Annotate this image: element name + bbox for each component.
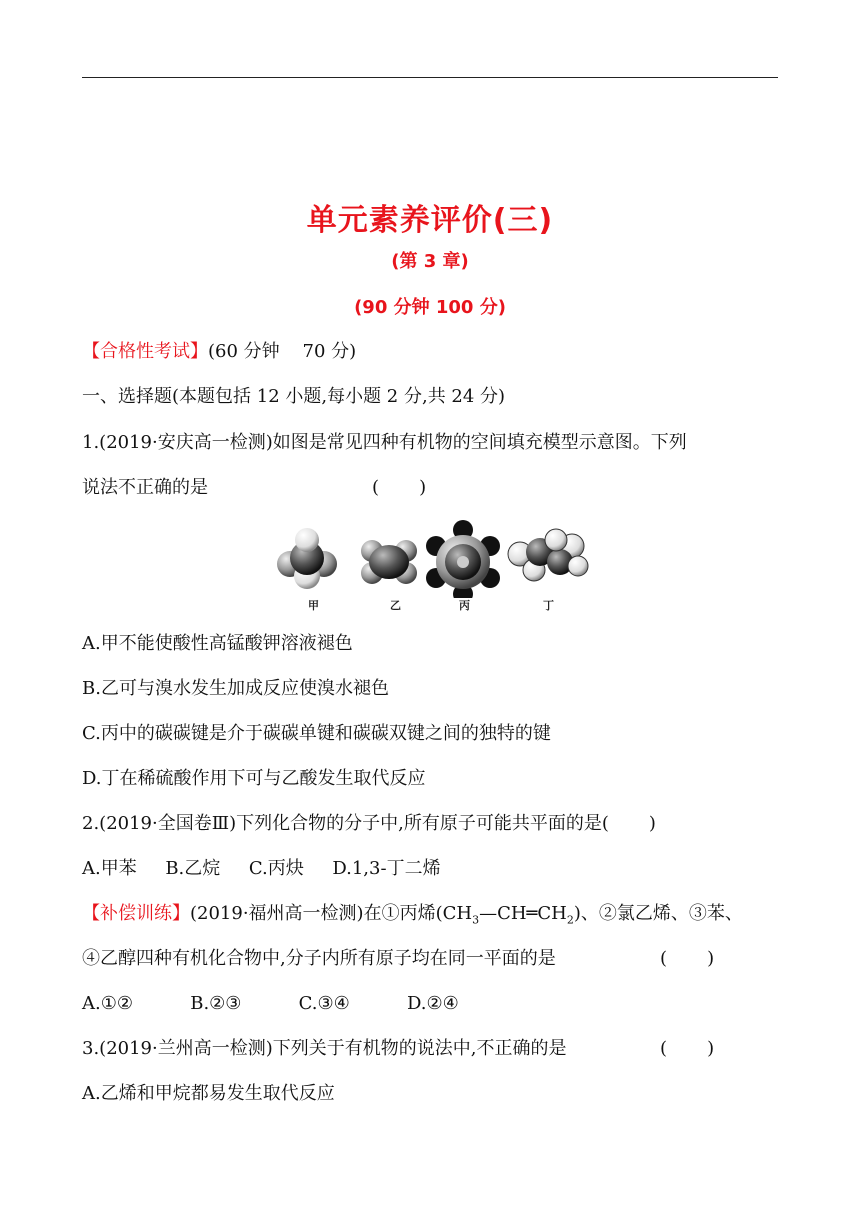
q1-option-a: A.甲不能使酸性高锰酸钾溶液褪色 [82, 633, 353, 654]
section-label: 【合格性考试】 [82, 341, 208, 362]
methane-model [277, 528, 337, 589]
label-jia: 甲 [308, 599, 319, 612]
q2-options: A.甲苯 B.乙烷 C.丙炔 D.1,3-丁二烯 [82, 858, 441, 879]
q1-option-c: C.丙中的碳碳键是介于碳碳单键和碳碳双键之间的独特的键 [82, 723, 551, 744]
ethanol-model [508, 529, 588, 581]
q1-stem-line2: 说法不正确的是 [82, 477, 208, 498]
supplement-answer-paren: ( ) [660, 948, 715, 969]
time-score-label: (90 分钟 100 分) [354, 297, 506, 318]
supplement-text-b: —CH═CH [479, 903, 567, 924]
part1-heading: 一、选择题(本题包括 12 小题,每小题 2 分,共 24 分) [82, 386, 506, 407]
q1-option-d: D.丁在稀硫酸作用下可与乙酸发生取代反应 [82, 768, 426, 789]
q3-option-a: A.乙烯和甲烷都易发生取代反应 [82, 1083, 335, 1104]
q2-stem: 2.(2019·全国卷Ⅲ)下列化合物的分子中,所有原子可能共平面的是( ) [82, 813, 656, 834]
supplement-line2: ④乙醇四种有机化合物中,分子内所有原子均在同一平面的是 [82, 948, 556, 969]
supplement-options: A.①② B.②③ C.③④ D.②④ [82, 993, 459, 1014]
molecule-models-image [272, 518, 592, 598]
molecule-figure [272, 518, 592, 613]
label-bing: 丙 [459, 599, 470, 612]
q3-stem: 3.(2019·兰州高一检测)下列关于有机物的说法中,不正确的是 [82, 1038, 567, 1059]
q1-option-b: B.乙可与溴水发生加成反应使溴水褪色 [82, 678, 389, 699]
section-line [82, 340, 356, 364]
header-rule [82, 77, 778, 78]
label-yi: 乙 [390, 599, 401, 612]
page-title: 单元素养评价(三) [306, 203, 554, 238]
chapter-label: (第 3 章) [391, 251, 469, 272]
ethylene-model [361, 540, 417, 584]
label-ding: 丁 [543, 599, 554, 612]
q1-answer-paren: ( ) [372, 477, 427, 498]
supplement-sub2: 2 [566, 913, 574, 927]
q3-answer-paren: ( ) [660, 1038, 715, 1059]
supplement-sub1: 3 [472, 913, 480, 927]
q1-stem-line1: 1.(2019·安庆高一检测)如图是常见四种有机物的空间填充模型示意图。下列 [82, 432, 687, 453]
section-info: (60 分钟 70 分) [208, 341, 357, 362]
benzene-model [426, 520, 500, 598]
supplement-text-a: (2019·福州高一检测)在①丙烯(CH [190, 903, 473, 924]
supplement-text-c: )、②氯乙烯、③苯、 [573, 903, 743, 924]
supplement-label: 【补偿训练】 [82, 903, 190, 924]
supplement-line1 [82, 902, 743, 933]
